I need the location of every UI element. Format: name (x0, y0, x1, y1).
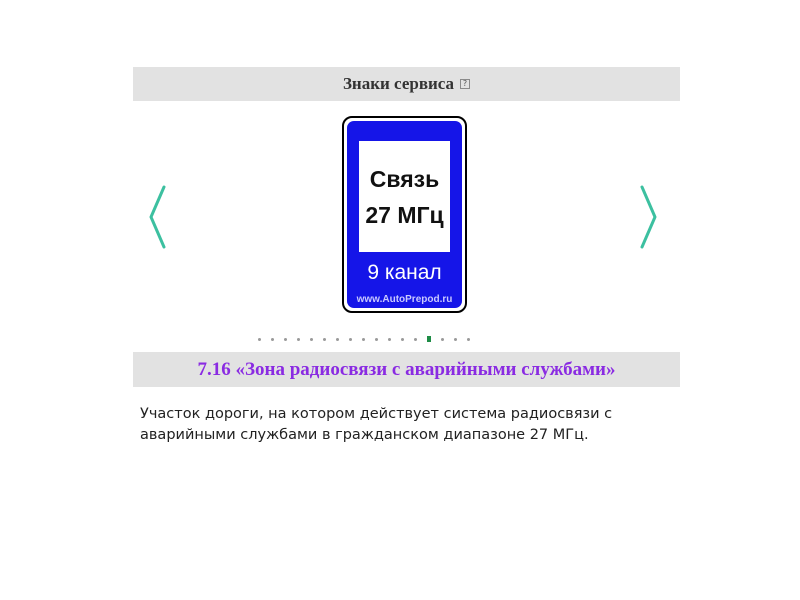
road-sign-text-line1: Связь (369, 165, 440, 192)
section-header (133, 67, 680, 101)
pagination-dot[interactable] (454, 338, 457, 341)
road-sign-text-line2: 27 МГц (365, 201, 444, 228)
sign-title: 7.16 «Зона радиосвязи с аварийными службами» (197, 358, 616, 380)
next-slide-button[interactable] (638, 184, 660, 250)
pagination-dot[interactable] (362, 338, 365, 341)
pagination-dot[interactable] (467, 338, 470, 341)
pagination-dot[interactable] (258, 338, 261, 341)
road-sign-channel: 9 канал (367, 261, 442, 284)
carousel-pagination (258, 336, 470, 342)
section-title: Знаки сервиса (342, 74, 455, 93)
sign-title-bar (133, 352, 680, 387)
pagination-dot[interactable] (297, 338, 300, 341)
chevron-left-icon (146, 184, 168, 250)
road-sign-image (342, 116, 467, 313)
pagination-dot[interactable] (323, 338, 326, 341)
previous-slide-button[interactable] (146, 184, 168, 250)
road-sign-panel (347, 121, 462, 308)
pagination-dot[interactable] (375, 338, 378, 341)
sign-description: Участок дороги, на котором действует система радиосвязи с аварийными службами в гражданском диапазоне 27 МГц. (140, 406, 613, 443)
road-sign-plate (359, 141, 450, 252)
road-sign-watermark: www.AutoPrepod.ru (356, 294, 453, 305)
chevron-right-icon (638, 184, 660, 250)
pagination-dot[interactable] (271, 338, 274, 341)
pagination-dot[interactable] (284, 338, 287, 341)
pagination-dot[interactable] (414, 338, 417, 341)
pagination-dot[interactable] (388, 338, 391, 341)
pagination-dot[interactable] (349, 338, 352, 341)
pagination-dot[interactable] (401, 338, 404, 341)
pagination-dot[interactable] (336, 338, 339, 341)
help-icon[interactable]: ? (460, 79, 470, 89)
pagination-dot-active[interactable] (427, 336, 431, 342)
pagination-dot[interactable] (441, 338, 444, 341)
pagination-dot[interactable] (310, 338, 313, 341)
